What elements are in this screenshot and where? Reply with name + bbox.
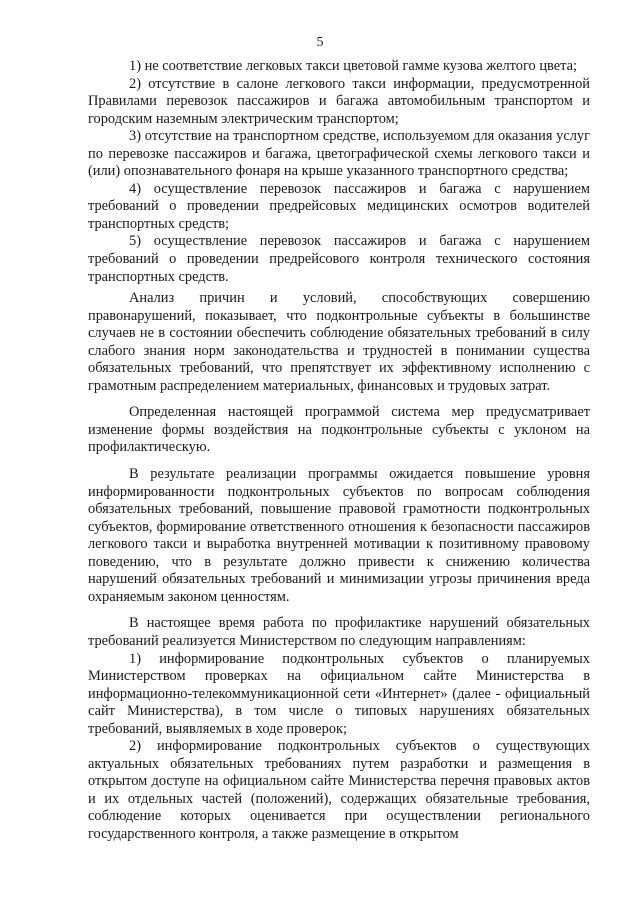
paragraph-analysis: Анализ причин и условий, способствующих совершению правонарушений, показывает, что подконтрольные субъекты в большинстве случаев не в состоянии обеспечить соблюдение обязательных требований в силу слабого знания норм законодательства и трудностей в понимании существа обязательных требований, что препятствует их эффективному исполнению с грамотным распределением материальных, финансовых и трудовых затрат. bbox=[88, 290, 590, 394]
paragraph-violation-3: 3) отсутствие на транспортном средстве, используемом для оказания услуг по перевозке пассажиров и багажа, цветографической схемы легкового такси и (или) опознавательного фонаря на крыше указанного транспортного средства; bbox=[88, 128, 590, 180]
page-number: 5 bbox=[316, 35, 324, 50]
paragraph-violation-1: 1) не соответствие легковых такси цветовой гамме кузова желтого цвета; bbox=[129, 58, 577, 74]
paragraph-system-of-measures: Определенная настоящей программой система мер предусматривает изменение формы воздействия на подконтрольные субъекты с уклоном на профилактическую. bbox=[88, 404, 590, 456]
document-body bbox=[88, 58, 590, 844]
paragraph-direction-2: 2) информирование подконтрольных субъектов о существующих актуальных обязательных требованиях путем разработки и размещения в открытом доступе на официальном сайте Министерства перечня правовых актов и их отдельных частей (положений), содержащих обязательные требования, соблюдение которых оценивается при осуществлении регионального государственного контроля, а также размещение в открытом bbox=[88, 738, 590, 842]
paragraph-expected-results: В результате реализации программы ожидается повышение уровня информированности подконтрольных субъектов по вопросам соблюдения обязательных требований, повышение правовой грамотности подконтрольных субъектов, формирование ответственного отношения к безопасности пассажиров легкового такси и выработка внутренней мотивации к позитивному правовому поведению, что в результате должно привести к снижению количества нарушений обязательных требований и минимизации угрозы причинения вреда охраняемым законом ценностям. bbox=[88, 466, 590, 605]
paragraph-violation-2: 2) отсутствие в салоне легкового такси информации, предусмотренной Правилами перевозок пассажиров и багажа автомобильным транспортом и городским наземным электрическим транспортом; bbox=[88, 75, 590, 127]
paragraph-direction-1: 1) информирование подконтрольных субъектов о планируемых Министерством проверках на официальном сайте Министерства в информационно-телекоммуникационной сети «Интернет» (далее - официальный сайт Министерства), в том числе о типовых нарушениях обязательных требований, выявляемых в ходе проверок; bbox=[88, 650, 590, 737]
paragraph-violation-5: 5) осуществление перевозок пассажиров и багажа с нарушением требований о проведении предрейсового контроля технического состояния транспортных средств. bbox=[88, 233, 590, 285]
paragraph-current-work: В настоящее время работа по профилактике нарушений обязательных требований реализуется Министерством по следующим направлениям: bbox=[88, 615, 590, 649]
paragraph-violation-4: 4) осуществление перевозок пассажиров и багажа с нарушением требований о проведении предрейсовых медицинских осмотров водителей транспортных средств; bbox=[88, 180, 590, 232]
